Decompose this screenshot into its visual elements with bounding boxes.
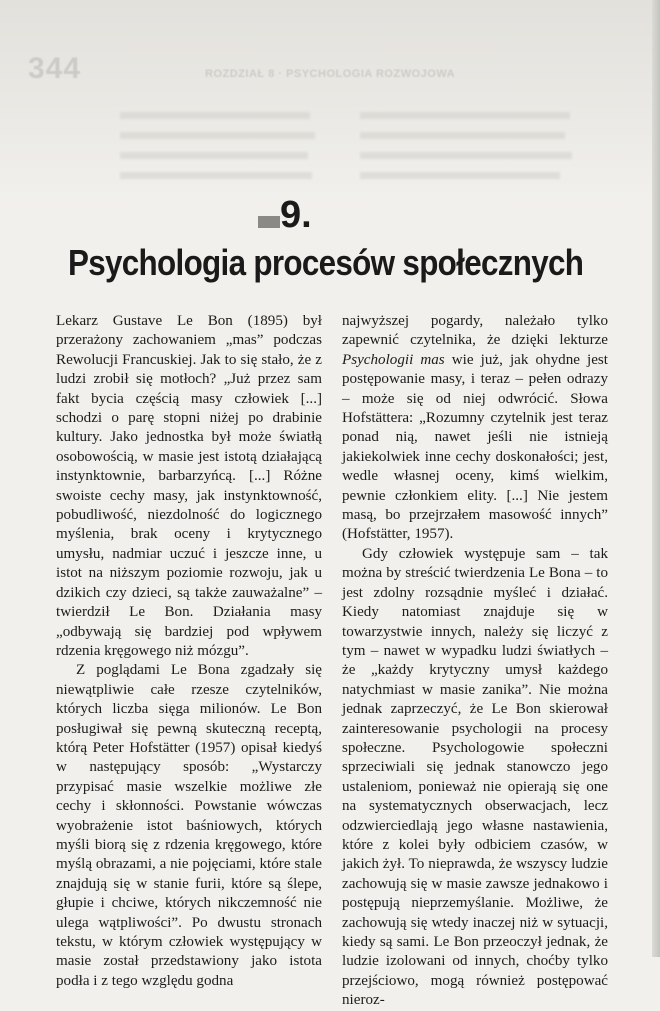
book-title-italic: Psychologii mas — [342, 351, 445, 368]
show-through-line — [360, 132, 565, 139]
show-through-line — [120, 132, 315, 139]
paragraph: Gdy człowiek występuje sam – tak można by streścić twierdzenia Le Bona – to jest zdolny rozsądnie myśleć i działać. Kiedy natomiast znajduje się w towarzystwie innych, należy się liczyć z tym – nawet w wypadku ludzi światłych – że „każdy krytyczny umysł każdego natychmiast w masie zanika”. Nie można jednak zaprzeczyć, że Le Bon skierował zainteresowanie psychologii na procesy społeczne. Psychologowie społeczni sprzeciwiali się jednak stanowczo jego ustaleniom, ponieważ nie opierają się one na systematycznych obserwacjach, lecz odzwierciedlają jego własne nastawienia, które z kolei były odbiciem czasów, w jakich żył. To nieprawda, że wszyscy ludzie zachowują się w masie zawsze jednakowo i postępują nieprzemyślanie. Możliwe, że zachowują się wtedy inaczej niż w sytuacji, kiedy są sami. Le Bon przeoczył jednak, że ludzie izolowani od innych, choćby tylko przejściowo, mogą również postępować nieroz- — [342, 545, 608, 1009]
show-through-running-header: ROZDZIAŁ 8 · PSYCHOLOGIA ROZWOJOWA — [205, 68, 456, 80]
chapter-number: 9. — [280, 194, 312, 236]
left-text-column — [56, 312, 322, 991]
paragraph — [342, 312, 608, 545]
chapter-title: Psychologia procesów społecznych — [68, 242, 584, 283]
show-through-line — [360, 152, 572, 159]
show-through-line — [120, 152, 308, 159]
show-through-line — [120, 112, 310, 119]
show-through-page-number: 344 — [28, 52, 82, 85]
page-gutter-shadow — [652, 0, 660, 957]
show-through-area — [0, 0, 660, 200]
show-through-line — [360, 172, 560, 179]
paragraph-text: wie już, jak ohydne jest postępowanie masy, i teraz – pełen odrazy – może się od niej odwrócić. Słowa Hofstättera: „Rozumny czytelnik jest teraz ponad nią, nawet jeśli nie istnieją jakiekolwiek inne cechy doskonałości; jest, wedle własnej oceny, kimś wielkim, pewnie członkiem elity. [...] Nie jestem masą, bo przejrzałem masowość innych” (Hofstätter, 1957). — [342, 351, 608, 543]
paragraph: Z poglądami Le Bona zgadzały się niewątpliwie całe rzesze czytelników, których liczba sięga milionów. Le Bon posługiwał się pewną skuteczną receptą, którą Peter Hofstätter (1957) opisał kiedyś w następujący sposób: „Wystarczy przypisać masie wszelkie możliwe złe cechy i skłonności. Powstanie wówczas wyobrażenie istot baśniowych, których myśli biorą się z rdzenia kręgowego, które myślą obrazami, a nie pojęciami, które stale znajdują się w stanie furii, które są ślepe, głupie i chciwe, których nikczemność nie ulega wątpliwości”. Po dwustu stronach tekstu, w którym człowiek występujący w masie został przedstawiony jako istota podła i z tego względu godna — [56, 662, 322, 989]
show-through-line — [360, 112, 570, 119]
paragraph: Lekarz Gustave Le Bon (1895) był przerażony zachowaniem „mas” podczas Rewolucji Francuskiej. Jak to się stało, że z ludzi zrobił się motłoch? „Już przez sam fakt bycia częścią masy człowiek [...] schodzi o parę stopni niżej po drabinie kultury. Jako jednostka był może światłą osobowością, w masie jest istotą działającą instynktownie, barbarzyńcą. [...] Różne swoiste cechy masy, jak instynktowność, pobudliwość, niezdolność do logicznego myślenia, brak oceny i krytycznego umysłu, nadmiar uczuć i jeszcze inne, u istot na niższym poziomie rozwoju, jak u dzikich czy dzieci, są także zauważalne” – twierdził Le Bon. Działania masy „odbywają się bardziej pod wpływem rdzenia kręgowego niż mózgu”. — [56, 313, 322, 659]
paragraph-text: najwyższej pogardy, należało tylko zapewnić czytelnika, że dzięki lekturze — [342, 313, 608, 349]
right-text-column — [342, 312, 608, 1011]
show-through-line — [120, 172, 312, 179]
